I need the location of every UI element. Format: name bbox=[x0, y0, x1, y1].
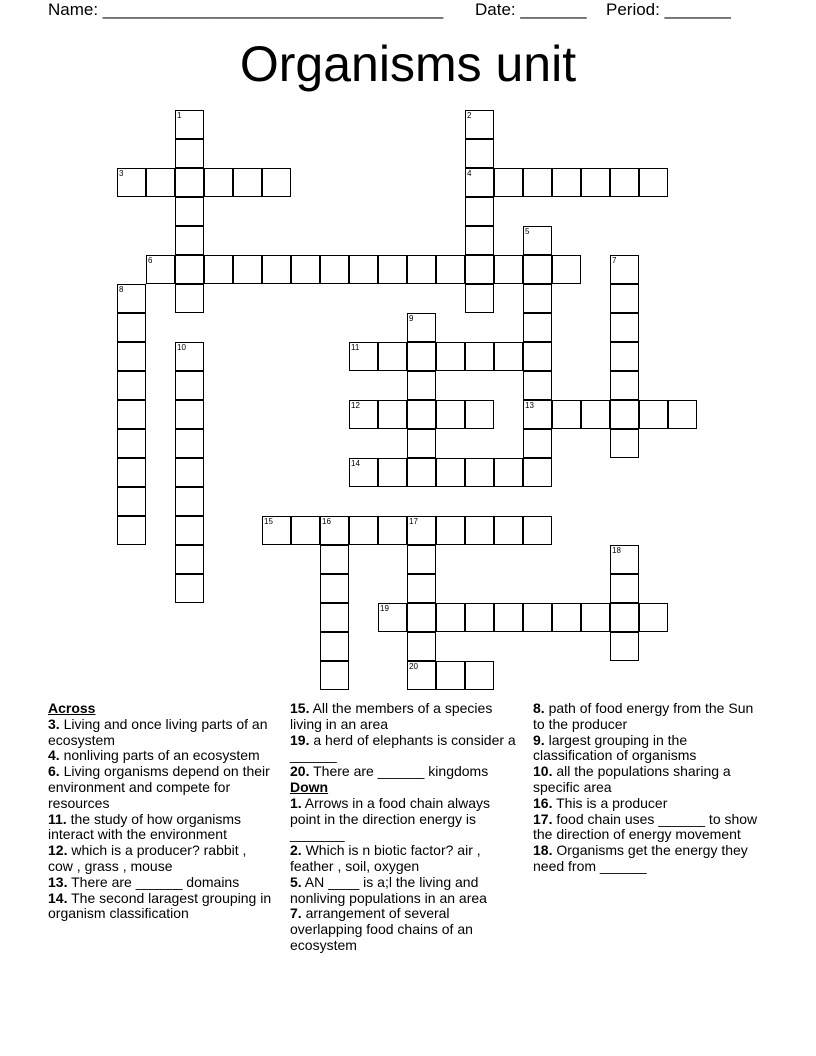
clue-column-3 bbox=[533, 701, 763, 875]
clue-item-number: 9. bbox=[533, 731, 545, 748]
grid-cell[interactable] bbox=[465, 458, 494, 487]
grid-cell[interactable] bbox=[146, 255, 175, 284]
grid-cell[interactable] bbox=[407, 603, 436, 632]
grid-cell[interactable] bbox=[610, 429, 639, 458]
grid-cell[interactable] bbox=[291, 516, 320, 545]
clue-item-text: arrangement of several overlapping food chains of an ecosystem bbox=[290, 905, 473, 953]
clue-item-number: 12. bbox=[48, 842, 68, 859]
grid-cell[interactable] bbox=[465, 342, 494, 371]
grid-cell[interactable] bbox=[494, 458, 523, 487]
clue-item-number: 2. bbox=[290, 842, 302, 859]
grid-cell[interactable] bbox=[407, 632, 436, 661]
grid-cell[interactable] bbox=[610, 255, 639, 284]
grid-cell[interactable] bbox=[204, 168, 233, 197]
grid-cell[interactable] bbox=[407, 516, 436, 545]
grid-cell[interactable] bbox=[465, 516, 494, 545]
grid-cell[interactable] bbox=[349, 342, 378, 371]
grid-cell[interactable] bbox=[378, 458, 407, 487]
period-field[interactable]: Period: _______ bbox=[606, 0, 731, 19]
clue-item bbox=[290, 764, 520, 780]
clue-item bbox=[533, 796, 763, 812]
grid-cell[interactable] bbox=[175, 139, 204, 168]
grid-cell[interactable] bbox=[465, 603, 494, 632]
grid-cell[interactable] bbox=[407, 371, 436, 400]
grid-cell[interactable] bbox=[494, 255, 523, 284]
grid-cell[interactable] bbox=[407, 458, 436, 487]
grid-cell[interactable] bbox=[175, 255, 204, 284]
grid-cell[interactable] bbox=[117, 313, 146, 342]
grid-cell[interactable] bbox=[639, 168, 668, 197]
grid-cell[interactable] bbox=[117, 458, 146, 487]
grid-cell[interactable] bbox=[117, 429, 146, 458]
clue-number: 16 bbox=[322, 517, 331, 526]
grid-cell[interactable] bbox=[320, 603, 349, 632]
grid-cell[interactable] bbox=[668, 400, 697, 429]
page-title: Organisms unit bbox=[239, 36, 577, 92]
grid-cell[interactable] bbox=[436, 342, 465, 371]
grid-cell[interactable] bbox=[378, 516, 407, 545]
clue-item-text: There are ______ domains bbox=[67, 873, 240, 890]
grid-cell[interactable] bbox=[610, 632, 639, 661]
clue-item-text: AN ____ is a;l the living and nonliving populations in an area bbox=[290, 873, 487, 906]
grid-cell[interactable] bbox=[175, 400, 204, 429]
grid-cell[interactable] bbox=[349, 516, 378, 545]
grid-cell[interactable] bbox=[465, 168, 494, 197]
clue-number: 13 bbox=[525, 401, 534, 410]
grid-cell[interactable] bbox=[175, 516, 204, 545]
clue-item-text: which is a producer? rabbit , cow , grass , mouse bbox=[48, 842, 247, 874]
grid-cell[interactable] bbox=[610, 574, 639, 603]
clue-item-number: 3. bbox=[48, 715, 60, 732]
grid-cell[interactable] bbox=[465, 139, 494, 168]
clue-item-number: 19. bbox=[290, 731, 310, 748]
grid-cell[interactable] bbox=[552, 400, 581, 429]
grid-cell[interactable] bbox=[175, 168, 204, 197]
grid-cell[interactable] bbox=[610, 313, 639, 342]
clue-item bbox=[48, 843, 273, 875]
clue-number: 2 bbox=[467, 111, 472, 120]
clue-item bbox=[290, 796, 520, 843]
grid-cell[interactable] bbox=[639, 400, 668, 429]
grid-cell[interactable] bbox=[349, 255, 378, 284]
clue-number: 19 bbox=[380, 604, 389, 613]
clue-number: 6 bbox=[148, 256, 153, 265]
clue-item-text: There are ______ kingdoms bbox=[309, 763, 489, 780]
clue-number: 17 bbox=[409, 517, 418, 526]
clue-item-number: 13. bbox=[48, 873, 68, 890]
grid-cell[interactable] bbox=[436, 400, 465, 429]
clue-number: 3 bbox=[119, 169, 124, 178]
grid-cell[interactable] bbox=[465, 226, 494, 255]
grid-cell[interactable] bbox=[610, 603, 639, 632]
grid-cell[interactable] bbox=[117, 487, 146, 516]
grid-cell[interactable] bbox=[175, 110, 204, 139]
clue-item-number: 8. bbox=[533, 700, 545, 716]
grid-cell[interactable] bbox=[610, 545, 639, 574]
grid-cell[interactable] bbox=[610, 400, 639, 429]
grid-cell[interactable] bbox=[378, 255, 407, 284]
grid-cell[interactable] bbox=[494, 516, 523, 545]
grid-cell[interactable] bbox=[175, 458, 204, 487]
grid-cell[interactable] bbox=[204, 255, 233, 284]
grid-cell[interactable] bbox=[523, 458, 552, 487]
grid-cell[interactable] bbox=[523, 255, 552, 284]
grid-cell[interactable] bbox=[175, 284, 204, 313]
clue-number: 1 bbox=[177, 111, 182, 120]
grid-cell[interactable] bbox=[436, 516, 465, 545]
clue-item-text: This is a producer bbox=[552, 794, 668, 811]
clue-item-text: food chain uses ______ to show the direction of energy movement bbox=[533, 810, 758, 843]
clue-item bbox=[533, 764, 763, 796]
grid-cell[interactable] bbox=[175, 429, 204, 458]
clue-column-1 bbox=[48, 701, 273, 922]
clue-item-text: all the populations sharing a specific area bbox=[533, 763, 731, 795]
down-heading: Down bbox=[290, 778, 329, 795]
grid-cell[interactable] bbox=[175, 226, 204, 255]
clue-item bbox=[48, 748, 273, 764]
clue-item-number: 16. bbox=[533, 794, 553, 811]
grid-cell[interactable] bbox=[175, 197, 204, 226]
clue-item bbox=[48, 764, 273, 811]
clue-item-text: Arrows in a food chain always point in the direction energy is _______ bbox=[290, 794, 491, 843]
grid-cell[interactable] bbox=[465, 197, 494, 226]
clue-item bbox=[290, 843, 520, 875]
clue-item-number: 1. bbox=[290, 794, 302, 811]
clue-item-number: 10. bbox=[533, 763, 553, 780]
grid-cell[interactable] bbox=[407, 255, 436, 284]
grid-cell[interactable] bbox=[349, 458, 378, 487]
grid-cell[interactable] bbox=[291, 255, 320, 284]
clue-item-number: 20. bbox=[290, 763, 310, 780]
grid-cell[interactable] bbox=[523, 371, 552, 400]
grid-cell[interactable] bbox=[436, 661, 465, 690]
grid-cell[interactable] bbox=[552, 603, 581, 632]
grid-cell[interactable] bbox=[523, 400, 552, 429]
clue-item bbox=[290, 701, 520, 733]
clue-item-text: path of food energy from the Sun to the producer bbox=[533, 700, 754, 732]
grid-cell[interactable] bbox=[262, 516, 291, 545]
clue-number: 5 bbox=[525, 227, 530, 236]
clue-number: 11 bbox=[351, 343, 360, 352]
clue-item bbox=[533, 812, 763, 844]
grid-cell[interactable] bbox=[378, 603, 407, 632]
across-heading: Across bbox=[48, 700, 96, 716]
clue-item-number: 15. bbox=[290, 700, 310, 716]
grid-cell[interactable] bbox=[320, 516, 349, 545]
clue-number: 10 bbox=[177, 343, 186, 352]
grid-cell[interactable] bbox=[465, 110, 494, 139]
clue-item-text: All the members of a species living in an area bbox=[290, 700, 493, 732]
grid-cell[interactable] bbox=[581, 168, 610, 197]
grid-cell[interactable] bbox=[233, 255, 262, 284]
clue-item bbox=[48, 812, 273, 844]
grid-cell[interactable] bbox=[610, 168, 639, 197]
clue-number: 12 bbox=[351, 401, 360, 410]
clue-item-text: Which is n biotic factor? air , feather , soil, oxygen bbox=[290, 842, 481, 874]
grid-cell[interactable] bbox=[117, 400, 146, 429]
grid-cell[interactable] bbox=[117, 371, 146, 400]
grid-cell[interactable] bbox=[407, 313, 436, 342]
name-field[interactable]: Name: ____________________________________ bbox=[48, 0, 444, 19]
grid-cell[interactable] bbox=[320, 255, 349, 284]
grid-cell[interactable] bbox=[175, 342, 204, 371]
grid-cell[interactable] bbox=[581, 603, 610, 632]
clue-number: 8 bbox=[119, 285, 124, 294]
grid-cell[interactable] bbox=[610, 342, 639, 371]
grid-cell[interactable] bbox=[175, 545, 204, 574]
clue-item bbox=[533, 733, 763, 765]
grid-cell[interactable] bbox=[523, 603, 552, 632]
grid-cell[interactable] bbox=[523, 313, 552, 342]
clue-item-text: The second laragest grouping in organism classification bbox=[48, 889, 272, 922]
grid-cell[interactable] bbox=[407, 545, 436, 574]
clue-item-text: the study of how organisms interact with the environment bbox=[48, 810, 242, 843]
grid-cell[interactable] bbox=[523, 168, 552, 197]
grid-cell[interactable] bbox=[349, 400, 378, 429]
clue-item-number: 5. bbox=[290, 873, 302, 890]
grid-cell[interactable] bbox=[146, 168, 175, 197]
grid-cell[interactable] bbox=[175, 574, 204, 603]
grid-cell[interactable] bbox=[494, 168, 523, 197]
grid-cell[interactable] bbox=[175, 371, 204, 400]
grid-cell[interactable] bbox=[436, 603, 465, 632]
clue-number: 7 bbox=[612, 256, 617, 265]
clue-number: 4 bbox=[467, 169, 472, 178]
clue-item-text: Living organisms depend on their environment and compete for resources bbox=[48, 763, 270, 811]
clue-item bbox=[290, 733, 520, 765]
clue-item bbox=[290, 906, 520, 953]
clue-number: 14 bbox=[351, 459, 360, 468]
grid-cell[interactable] bbox=[523, 226, 552, 255]
clue-item-text: a herd of elephants is consider a ______ bbox=[290, 731, 516, 764]
clue-number: 15 bbox=[264, 517, 273, 526]
clue-column-2 bbox=[290, 701, 520, 954]
clue-number: 18 bbox=[612, 546, 621, 555]
clue-item-text: Organisms get the energy they need from ______ bbox=[533, 842, 748, 874]
grid-cell[interactable] bbox=[610, 371, 639, 400]
clue-item bbox=[48, 717, 273, 749]
grid-cell[interactable] bbox=[378, 342, 407, 371]
clue-item-number: 18. bbox=[533, 842, 553, 859]
grid-cell[interactable] bbox=[465, 400, 494, 429]
clue-item bbox=[48, 891, 273, 923]
grid-cell[interactable] bbox=[407, 429, 436, 458]
grid-cell[interactable] bbox=[465, 255, 494, 284]
grid-cell[interactable] bbox=[378, 400, 407, 429]
clue-item-number: 7. bbox=[290, 905, 302, 922]
grid-cell[interactable] bbox=[262, 255, 291, 284]
clue-item bbox=[533, 701, 763, 733]
grid-cell[interactable] bbox=[117, 284, 146, 313]
grid-cell[interactable] bbox=[262, 168, 291, 197]
clue-item-number: 6. bbox=[48, 763, 60, 780]
grid-cell[interactable] bbox=[639, 603, 668, 632]
clue-number: 20 bbox=[409, 662, 418, 671]
grid-cell[interactable] bbox=[117, 168, 146, 197]
grid-cell[interactable] bbox=[320, 574, 349, 603]
grid-cell[interactable] bbox=[320, 661, 349, 690]
grid-cell[interactable] bbox=[320, 632, 349, 661]
clue-item-number: 14. bbox=[48, 889, 68, 906]
grid-cell[interactable] bbox=[407, 661, 436, 690]
grid-cell[interactable] bbox=[610, 284, 639, 313]
clue-item bbox=[48, 875, 273, 891]
grid-cell[interactable] bbox=[233, 168, 262, 197]
clue-item-text: Living and once living parts of an ecosystem bbox=[48, 715, 268, 748]
grid-cell[interactable] bbox=[320, 545, 349, 574]
grid-cell[interactable] bbox=[436, 458, 465, 487]
grid-cell[interactable] bbox=[117, 342, 146, 371]
grid-cell[interactable] bbox=[407, 400, 436, 429]
clue-number: 9 bbox=[409, 314, 414, 323]
grid-cell[interactable] bbox=[465, 661, 494, 690]
date-field[interactable]: Date: _______ bbox=[475, 0, 587, 19]
grid-cell[interactable] bbox=[494, 342, 523, 371]
clue-item-number: 4. bbox=[48, 747, 60, 764]
clue-item bbox=[290, 875, 520, 907]
grid-cell[interactable] bbox=[407, 574, 436, 603]
grid-cell[interactable] bbox=[523, 342, 552, 371]
grid-cell[interactable] bbox=[407, 342, 436, 371]
grid-cell[interactable] bbox=[552, 255, 581, 284]
clue-item-number: 11. bbox=[48, 810, 67, 827]
clue-item-text: largest grouping in the classification of organisms bbox=[533, 731, 697, 764]
grid-cell[interactable] bbox=[436, 255, 465, 284]
grid-cell[interactable] bbox=[117, 516, 146, 545]
grid-cell[interactable] bbox=[175, 487, 204, 516]
clue-item-number: 17. bbox=[533, 810, 553, 827]
grid-cell[interactable] bbox=[523, 516, 552, 545]
clue-item bbox=[533, 843, 763, 875]
grid-cell[interactable] bbox=[523, 284, 552, 313]
grid-cell[interactable] bbox=[494, 603, 523, 632]
clue-item-text: nonliving parts of an ecosystem bbox=[59, 747, 260, 764]
grid-cell[interactable] bbox=[465, 284, 494, 313]
grid-cell[interactable] bbox=[552, 168, 581, 197]
grid-cell[interactable] bbox=[523, 429, 552, 458]
grid-cell[interactable] bbox=[581, 400, 610, 429]
